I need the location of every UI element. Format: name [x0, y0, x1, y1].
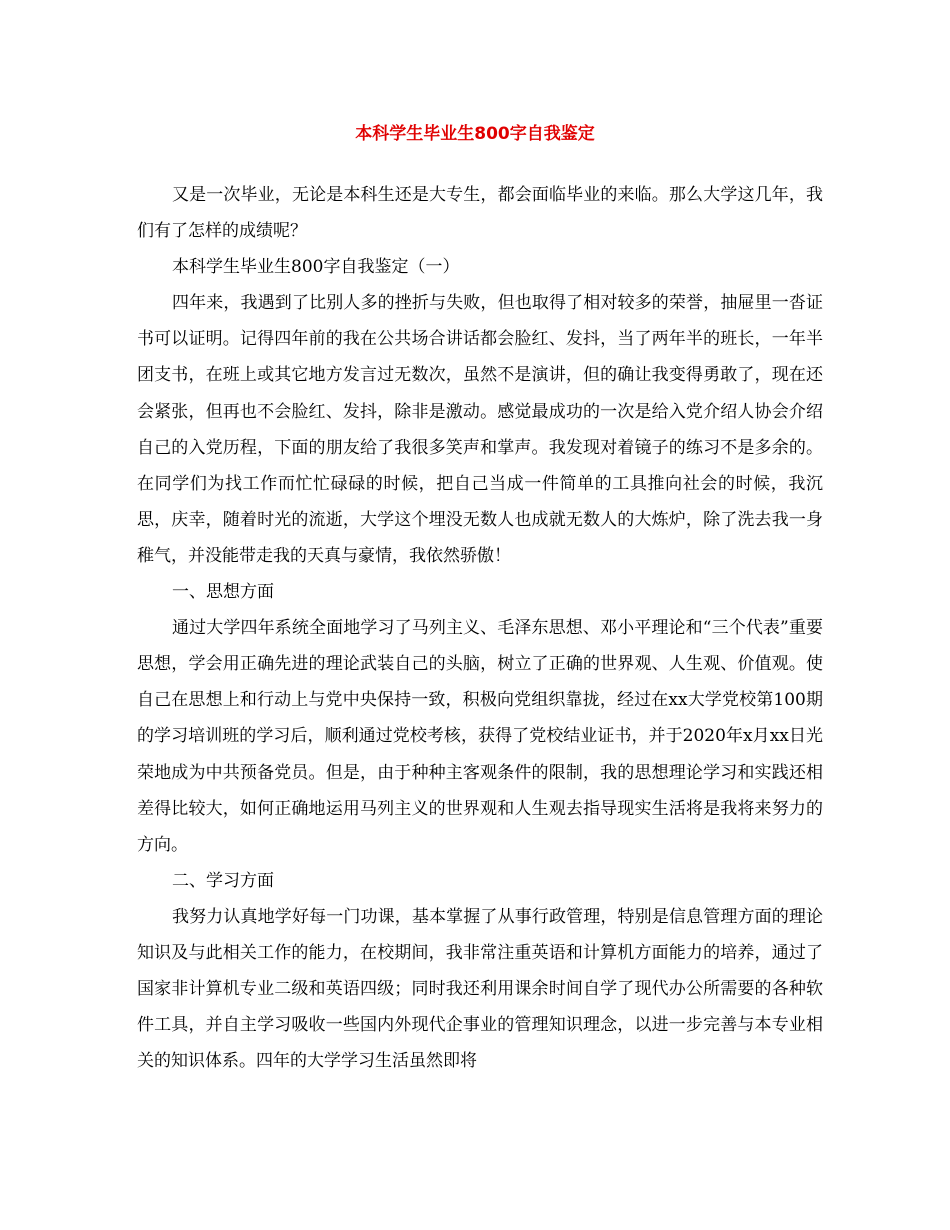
- body-paragraph: 我努力认真地学好每一门功课，基本掌握了从事行政管理，特别是信息管理方面的理论知识及与此相关工作的能力，在校期间，我非常注重英语和计算机方面能力的培养，通过了国家非计算机专业二级和英语四级；同时我还利用课余时间自学了现代办公所需要的各种软件工具，并自主学习吸收一些国内外现代企事业的管理知识理念，以进一步完善与本专业相关的知识体系。四年的大学学习生活虽然即将: [137, 906, 823, 1072]
- section-heading: 本科学生毕业生800字自我鉴定（一）: [172, 257, 460, 278]
- section-heading: 一、思想方面: [172, 582, 274, 603]
- section-heading: 二、学习方面: [172, 870, 274, 891]
- document-title: 本科学生毕业生800字自我鉴定: [355, 124, 595, 144]
- body-paragraph: 四年来，我遇到了比别人多的挫折与失败，但也取得了相对较多的荣誉，抽屉里一沓证书可以证明。记得四年前的我在公共场合讲话都会脸红、发抖，当了两年半的班长，一年半团支书，在班上或其它地方发言过无数次，虽然不是演讲，但的确让我变得勇敢了，现在还会紧张，但再也不会脸红、发抖，除非是激动。感觉最成功的一次是给入党介绍人协会介绍自己的入党历程，下面的朋友给了我很多笑声和掌声。我发现对着镜子的练习不是多余的。在同学们为找工作而忙忙碌碌的时候，把自己当成一件简单的工具推向社会的时候，我沉思，庆幸，随着时光的流逝，大学这个埋没无数人也成就无数人的大炼炉，除了洗去我一身稚气，并没能带走我的天真与豪情，我依然骄傲！: [137, 293, 823, 566]
- document-body: [137, 177, 823, 1079]
- intro-paragraph: 又是一次毕业，无论是本科生还是大专生，都会面临毕业的来临。那么大学这几年，我们有了怎样的成绩呢？: [137, 185, 823, 242]
- body-paragraph: 通过大学四年系统全面地学习了马列主义、毛泽东思想、邓小平理论和“三个代表”重要思想，学会用正确先进的理论武装自己的头脑，树立了正确的世界观、人生观、价值观。使自己在思想上和行动上与党中央保持一致，积极向党组织靠拢，经过在xx大学党校第100期的学习培训班的学习后，顺利通过党校考核，获得了党校结业证书，并于2020年x月xx日光荣地成为中共预备党员。但是，由于种种主客观条件的限制，我的思想理论学习和实践还相差得比较大，如何正确地运用马列主义的世界观和人生观去指导现实生活将是我将来努力的方向。: [137, 618, 823, 855]
